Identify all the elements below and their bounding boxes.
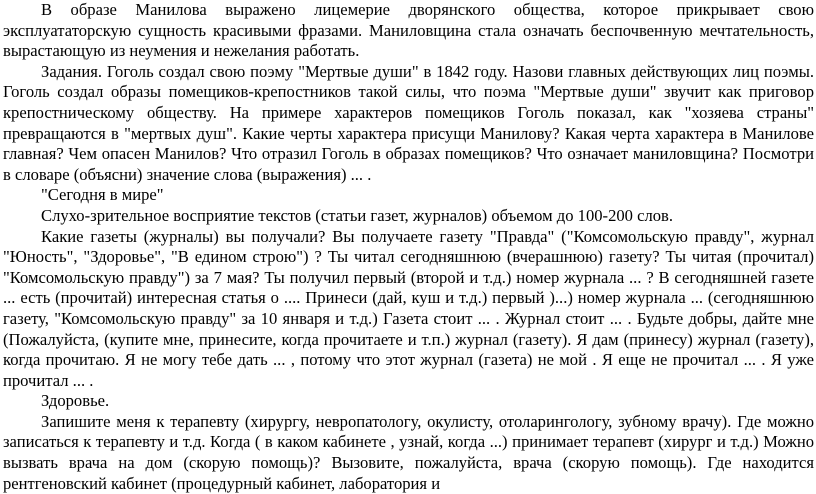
paragraph-health-phrases: Запишите меня к терапевту (хирургу, невропатологу, окулисту, отоларингологу, зубному врачу). Где можно записаться к терапевту и т.д. Когда ( в каком кабинете , узнай, когда ...) принимает терапевт (хирург и т.д.) Можно вызвать врача на дом (скорую помощь)? Вызовите, пожалуйста, врача (скорую помощь). Где находится рентгеновский кабинет (процедурный кабинет, лаборатория и	[3, 411, 814, 493]
section-heading-health: Здоровье.	[41, 391, 110, 411]
section-heading-today-in-world: "Сегодня в мире"	[41, 185, 164, 205]
paragraph-newspapers-questions: Какие газеты (журналы) вы получали? Вы получаете газету "Правда" ("Комсомольскую правду", журнал "Юность", "Здоровье", "В едином строю") ? Ты читал сегодняшнюю (вчерашнюю) газету? Ты читая (прочитал) "Комсомольскую правду") за 7 мая? Ты получил первый (второй и т.д.) номер журнала ... ? В сегодняшней газете ... есть (прочитай) интересная статья о .... Принеси (дай, куш и т.д.) первый )...) номер журнала ... (сегодняшнюю газету, "Комсомольскую правду" за 10 января и т.д.) Газета стоит ... . Журнал стоит ... . Будьте добры, дайте мне (Пожалуйста, (купите мне, принесите, когда прочитаете и т.п.) журнал (газету). Я дам (принесу) журнал (газету), когда прочитаю. Я не могу тебе дать ... , потому что этот журнал (газета) не мой . Я еще не прочитал ... . Я уже прочитал ... .	[3, 226, 814, 390]
paragraph-manilov-summary: В образе Манилова выражено лицемерие дворянского общества, которое прикрывает свою эксплуататорскую сущность красивыми фразами. Маниловщина стала означать беспочвенную мечтательность, вырастающую из неумения и нежелания работать.	[3, 0, 814, 61]
document-page	[3, 0, 814, 494]
paragraph-tasks: Задания. Гоголь создал свою поэму "Мертвые души" в 1842 году. Назови главных действующих лиц поэмы. Гоголь создал образы помещиков-крепостников такой силы, что поэма "Мертвые души" звучит как приговор крепостническому обществу. На примере характеров помещиков Гоголь показал, как "хозяева страны" превращаются в "мертвых душ". Какие черты характера присущи Манилову? Какая черта характера в Манилове главная? Чем опасен Манилов? Что отразил Гоголь в образах помещиков? Что означает маниловщина? Посмотри в словаре (объясни) значение слова (выражения) ... .	[3, 61, 814, 184]
paragraph-perception-texts: Слухо-зрительное восприятие текстов (статьи газет, журналов) объемом до 100-200 слов.	[41, 205, 674, 225]
